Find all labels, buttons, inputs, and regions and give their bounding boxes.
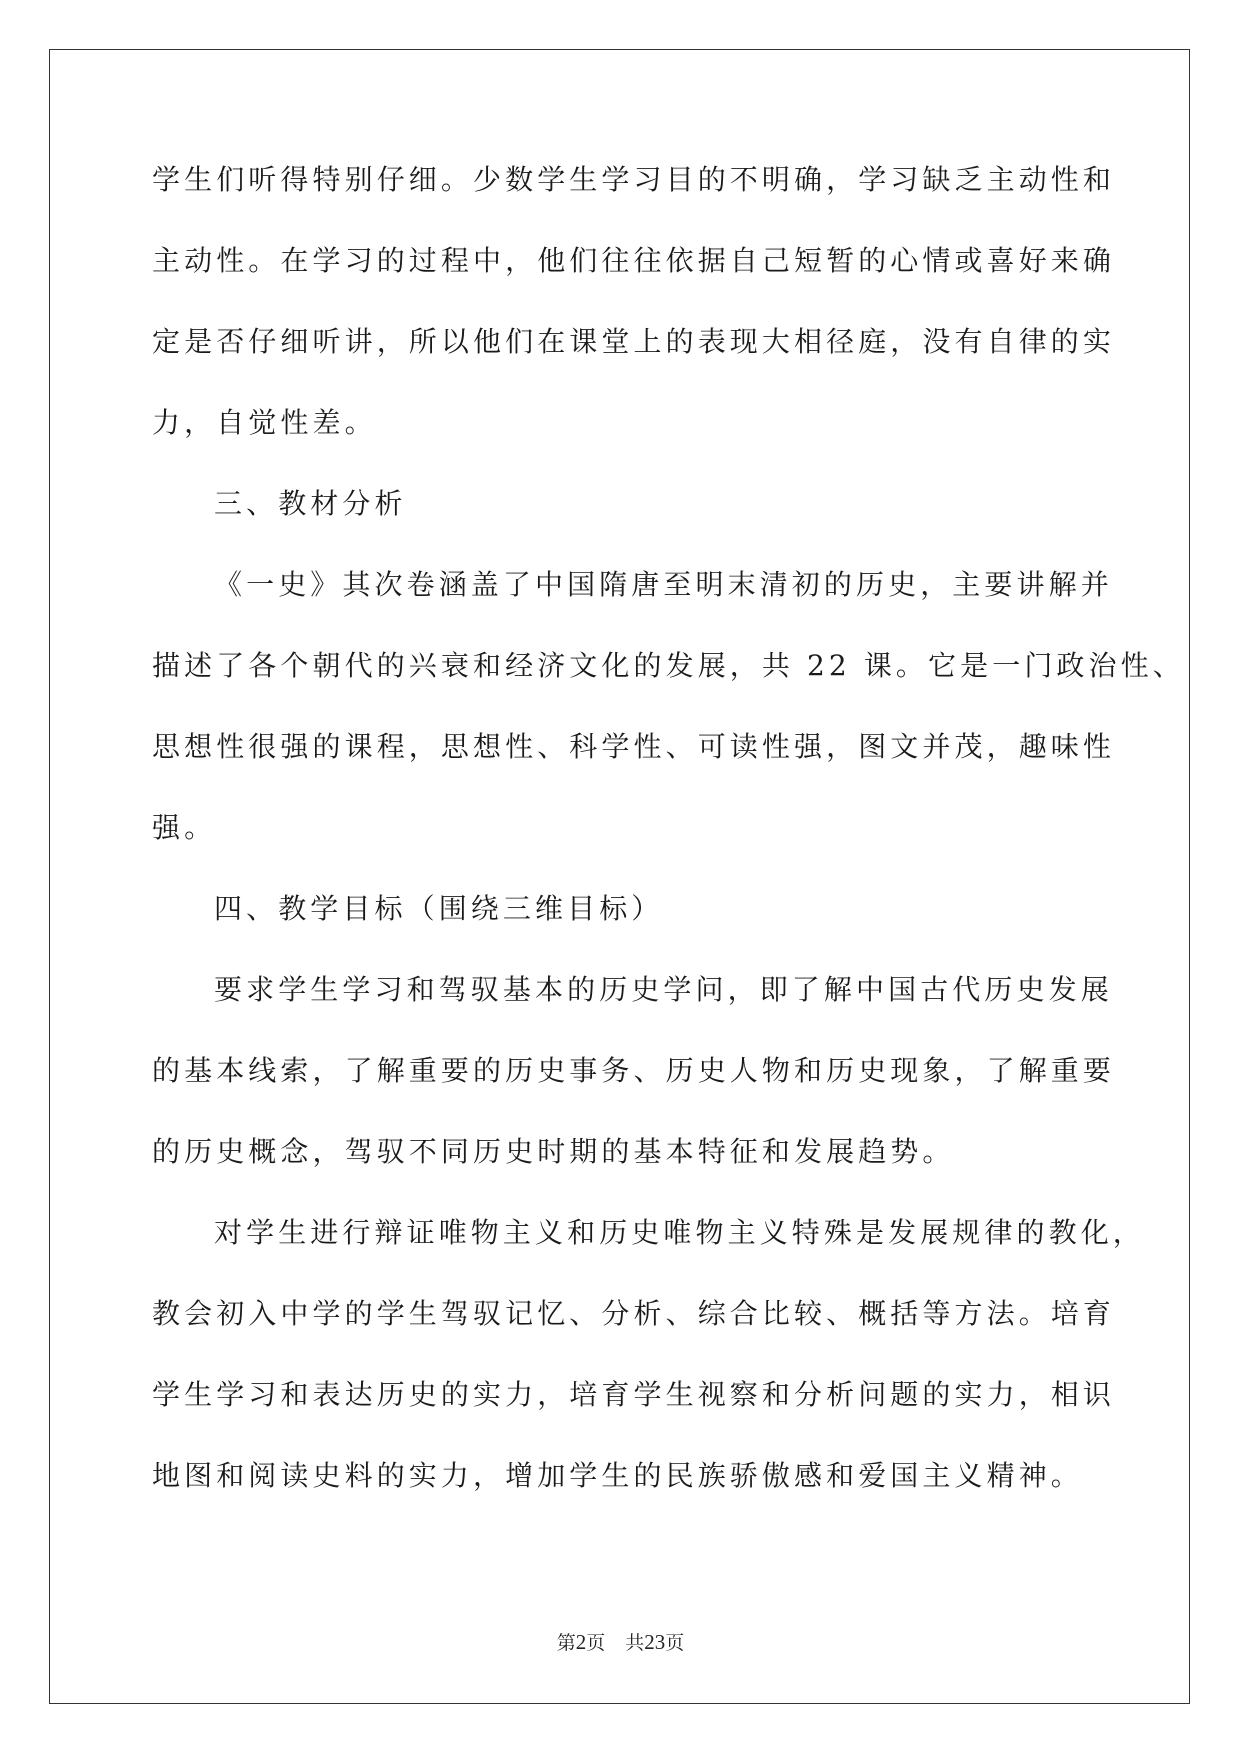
total-pages: 23 — [644, 1630, 666, 1654]
text-line: 强。 — [152, 811, 217, 844]
text-line: 学生们听得特别仔细。少数学生学习目的不明确，学习缺乏主动性和 — [152, 163, 1116, 196]
page-prefix: 第 — [556, 1632, 576, 1654]
section-heading: 三、教材分析 — [214, 487, 407, 520]
total-suffix: 页 — [665, 1632, 685, 1654]
text-line: 对学生进行辩证唯物主义和历史唯物主义特殊是发展规律的教化， — [214, 1216, 1145, 1249]
text-line: 地图和阅读史料的实力，增加学生的民族骄傲感和爱国主义精神。 — [152, 1459, 1083, 1492]
text-line: 定是否仔细听讲，所以他们在课堂上的表现大相径庭，没有自律的实 — [152, 325, 1116, 358]
text-line: 描述了各个朝代的兴衰和经济文化的发展，共 22 课。它是一门政治性、 — [152, 649, 1185, 682]
section-heading: 四、教学目标（围绕三维目标） — [214, 892, 664, 925]
page-suffix: 页 — [586, 1632, 606, 1654]
page-number: 2 — [575, 1630, 587, 1654]
text-line: 的基本线索，了解重要的历史事务、历史人物和历史现象，了解重要 — [152, 1054, 1116, 1087]
page-footer — [0, 1628, 1241, 1655]
text-line: 思想性很强的课程，思想性、科学性、可读性强，图文并茂，趣味性 — [152, 730, 1116, 763]
document-body — [152, 160, 1185, 1537]
text-line: 《一史》其次卷涵盖了中国隋唐至明末清初的历史，主要讲解并 — [214, 568, 1113, 601]
total-prefix: 共 — [625, 1632, 645, 1654]
text-line: 力，自觉性差。 — [152, 406, 377, 439]
text-line: 要求学生学习和驾驭基本的历史学问，即了解中国古代历史发展 — [214, 973, 1113, 1006]
text-line: 的历史概念，驾驭不同历史时期的基本特征和发展趋势。 — [152, 1135, 955, 1168]
text-line: 主动性。在学习的过程中，他们往往依据自己短暂的心情或喜好来确 — [152, 244, 1116, 277]
text-line: 学生学习和表达历史的实力，培育学生视察和分析问题的实力，相识 — [152, 1378, 1116, 1411]
text-line: 教会初入中学的学生驾驭记忆、分析、综合比较、概括等方法。培育 — [152, 1297, 1116, 1330]
